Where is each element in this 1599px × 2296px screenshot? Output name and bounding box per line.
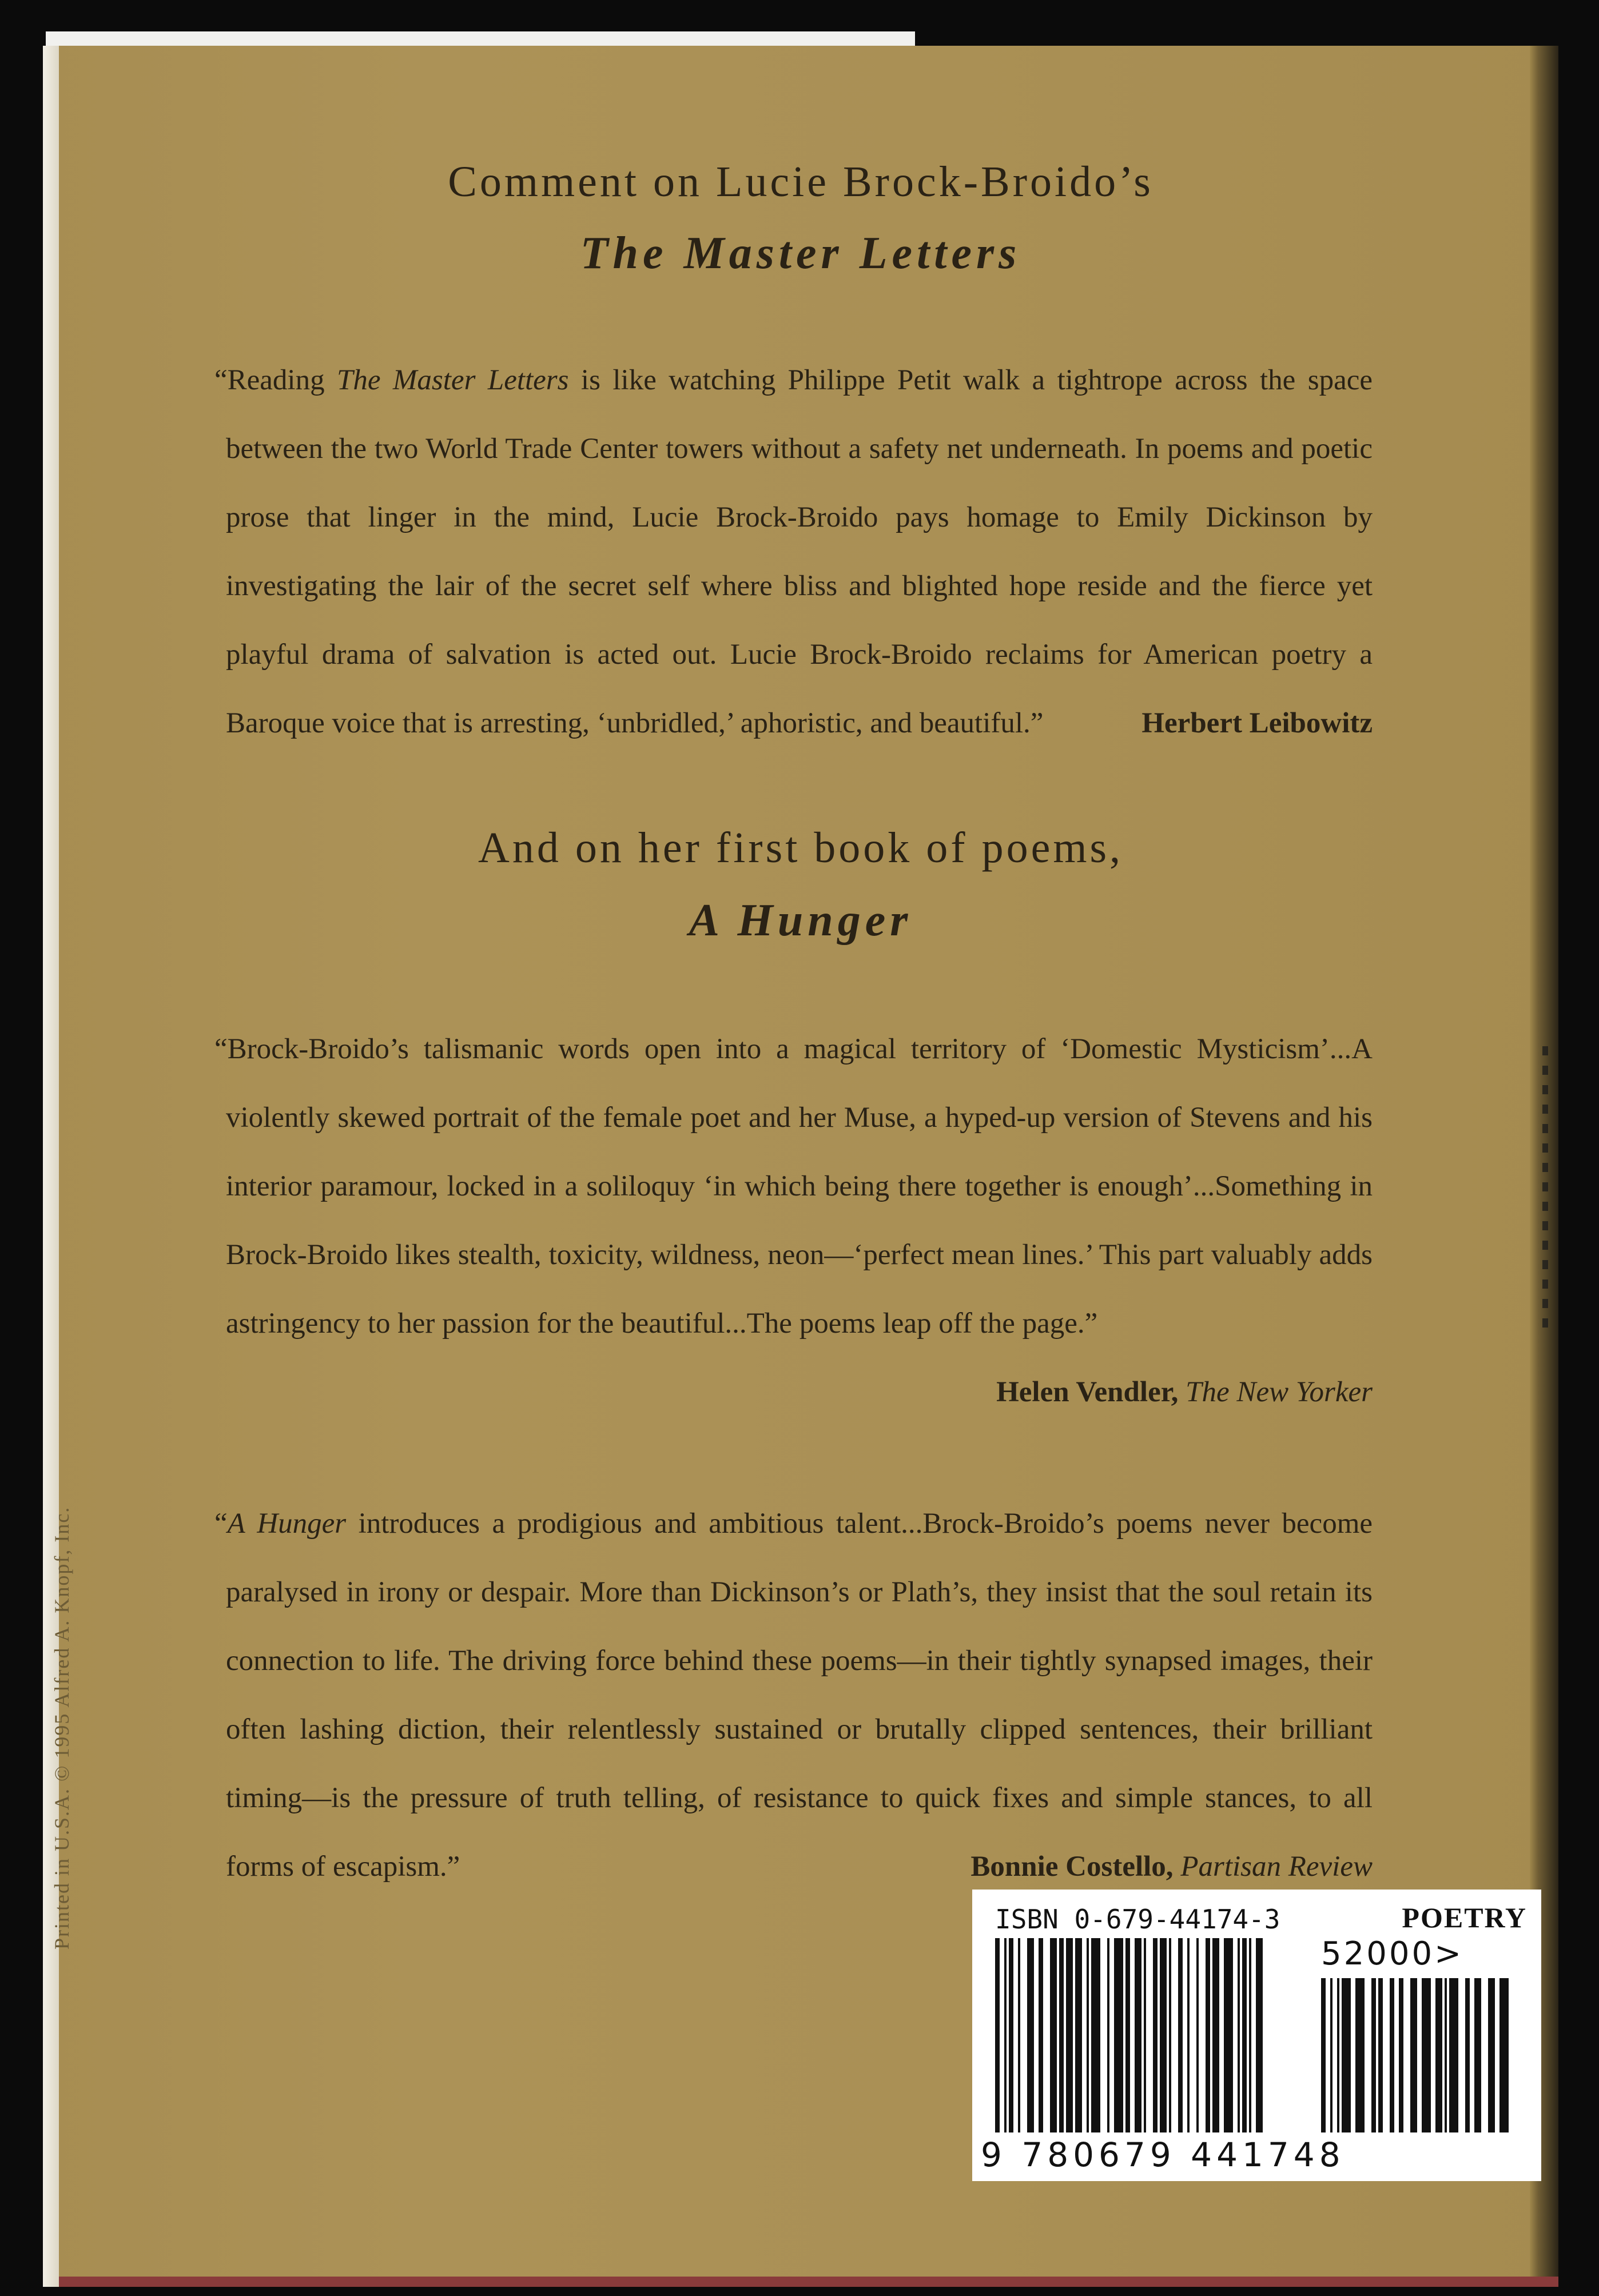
barcode-bar xyxy=(1004,1938,1007,2132)
barcode-bar xyxy=(1321,1978,1326,2132)
quote-3-title: A Hunger xyxy=(227,1508,347,1540)
section-title-2: A Hunger xyxy=(689,895,913,946)
barcode-bar xyxy=(1187,1938,1190,2132)
barcode-bar xyxy=(1039,1938,1043,2132)
barcode-bar xyxy=(1238,1938,1240,2132)
barcode-bar xyxy=(1488,1978,1495,2132)
quote-1 xyxy=(214,346,1373,758)
barcode-bar xyxy=(1125,1938,1130,2132)
barcode-bar xyxy=(1449,1978,1458,2132)
quote-2-author: Helen Vendler, xyxy=(996,1376,1179,1408)
barcode-bar xyxy=(1355,1978,1365,2132)
barcode-bar xyxy=(1242,1938,1247,2132)
quote-2 xyxy=(214,1015,1373,1426)
barcode-bar xyxy=(1075,1938,1082,2132)
barcode-bar xyxy=(1091,1938,1100,2132)
cover-left-edge xyxy=(43,46,59,2287)
barcode-bar xyxy=(1465,1978,1470,2132)
barcode-bar xyxy=(1330,1978,1332,2132)
price-code: 52000> xyxy=(1321,1935,1464,1972)
barcode-bar xyxy=(1499,1978,1509,2132)
barcode-bar xyxy=(1066,1938,1073,2132)
barcode-bar xyxy=(1027,1938,1034,2132)
barcode-bar xyxy=(1135,1938,1141,2132)
barcode-bar xyxy=(1114,1938,1123,2132)
barcode-bar xyxy=(1206,1938,1210,2132)
quote-2-source: The New Yorker xyxy=(1186,1376,1373,1408)
barcode-bar xyxy=(1256,1938,1263,2132)
section-heading-2: And on her first book of poems, xyxy=(478,824,1124,872)
quote-1-author: Herbert Leibowitz xyxy=(1141,707,1373,739)
copyright-text: Printed in U.S.A. © 1995 Alfred A. Knopf, Inc. xyxy=(50,1506,73,1950)
barcode-bar xyxy=(1178,1938,1183,2132)
barcode-bar xyxy=(1144,1938,1146,2132)
barcode-bar xyxy=(1410,1978,1417,2132)
quote-3-source: Partisan Review xyxy=(1180,1851,1373,1883)
barcode-bar xyxy=(1160,1938,1167,2132)
quote-3-author: Bonnie Costello, xyxy=(970,1851,1174,1883)
barcode-bar xyxy=(1445,1978,1447,2132)
barcode-bar xyxy=(1399,1978,1403,2132)
quote-1-text: is like watching Philippe Petit walk a tightrope across the space between the two World Trade Center towers without a safety net underneath. In poems and poetic prose that linger in the mind, Lucie Brock-Broido pays homage to Emily Dickinson by investigating the lair of the secret self where bliss and blighted hope reside and the fierce yet playful drama of salvation is acted out. Lucie Brock-Broido reclaims for American poetry a Baroque voice that is arresting, ‘unbridled,’ aphoristic, and beautiful.” xyxy=(226,364,1373,739)
barcode-bar xyxy=(1474,1978,1481,2132)
barcode-bar xyxy=(1196,1938,1199,2132)
quote-3 xyxy=(214,1489,1373,1901)
barcode-bar xyxy=(1212,1938,1219,2132)
barcode-bar xyxy=(1107,1938,1109,2132)
book-back-cover xyxy=(43,46,1558,2287)
spine-marks xyxy=(1542,1046,1548,1332)
price-barcode xyxy=(1321,1978,1521,2132)
barcode-bar xyxy=(1050,1938,1057,2132)
section-title-1: The Master Letters xyxy=(580,228,1021,278)
genre-label: POETRY xyxy=(1402,1902,1527,1934)
barcode-bar xyxy=(1169,1938,1171,2132)
quote-1-title: The Master Letters xyxy=(337,364,569,396)
barcode-bar xyxy=(1342,1978,1351,2132)
barcode-bar xyxy=(1009,1938,1013,2132)
barcode-bar xyxy=(1422,1978,1431,2132)
barcode-bar xyxy=(1435,1978,1442,2132)
barcode-bar xyxy=(1337,1978,1339,2132)
barcode-box xyxy=(972,1890,1541,2181)
quote-2-attribution xyxy=(226,1358,1373,1426)
barcode-bar xyxy=(1371,1978,1376,2132)
cover-bottom-edge xyxy=(59,2277,1558,2287)
barcode-bar xyxy=(1224,1938,1233,2132)
section-heading-1: Comment on Lucie Brock-Broido’s xyxy=(448,158,1153,206)
quote-3-open: “ xyxy=(214,1508,228,1540)
quote-2-text: “Brock-Broido’s talismanic words open into a magical territory of ‘Domestic Mysticism’...A violently skewed portrait of the female poet and her Muse, a hyped-up version of Stevens and his interior paramour, locked in a soliloquy ‘in which being there together is enough’...Something in Brock-Broido likes stealth, toxicity, wildness, neon—‘perfect mean lines.’ This part valuably adds astringency to her passion for the beautiful...The poems leap off the page.” xyxy=(214,1033,1373,1340)
barcode-bar xyxy=(1087,1938,1089,2132)
barcode-bar xyxy=(1249,1938,1251,2132)
isbn-barcode xyxy=(995,1938,1270,2132)
quote-1-open: “Reading xyxy=(214,364,337,396)
barcode-bar xyxy=(1390,1978,1394,2132)
barcode-bar xyxy=(1153,1938,1158,2132)
ean-digits: 9 780679 441748 xyxy=(981,2135,1345,2174)
barcode-bar xyxy=(1018,1938,1020,2132)
barcode-bar xyxy=(995,1938,1000,2132)
isbn-text: ISBN 0-679-44174-3 xyxy=(995,1904,1280,1935)
barcode-bar xyxy=(1378,1978,1383,2132)
barcode-bar xyxy=(1059,1938,1064,2132)
quote-3-text: introduces a prodigious and ambitious talent...Brock-Broido’s poems never become paralysed in irony or despair. More than Dickinson’s or Plath’s, they insist that the soul retain its connection to life. The driving force behind these poems—in their tightly synapsed images, their often lashing diction, their relentlessly sustained or brutally clipped sentences, their brilliant timing—is the pressure of truth telling, of resistance to quick fixes and simple stances, to all forms of escapism.” xyxy=(226,1508,1373,1883)
